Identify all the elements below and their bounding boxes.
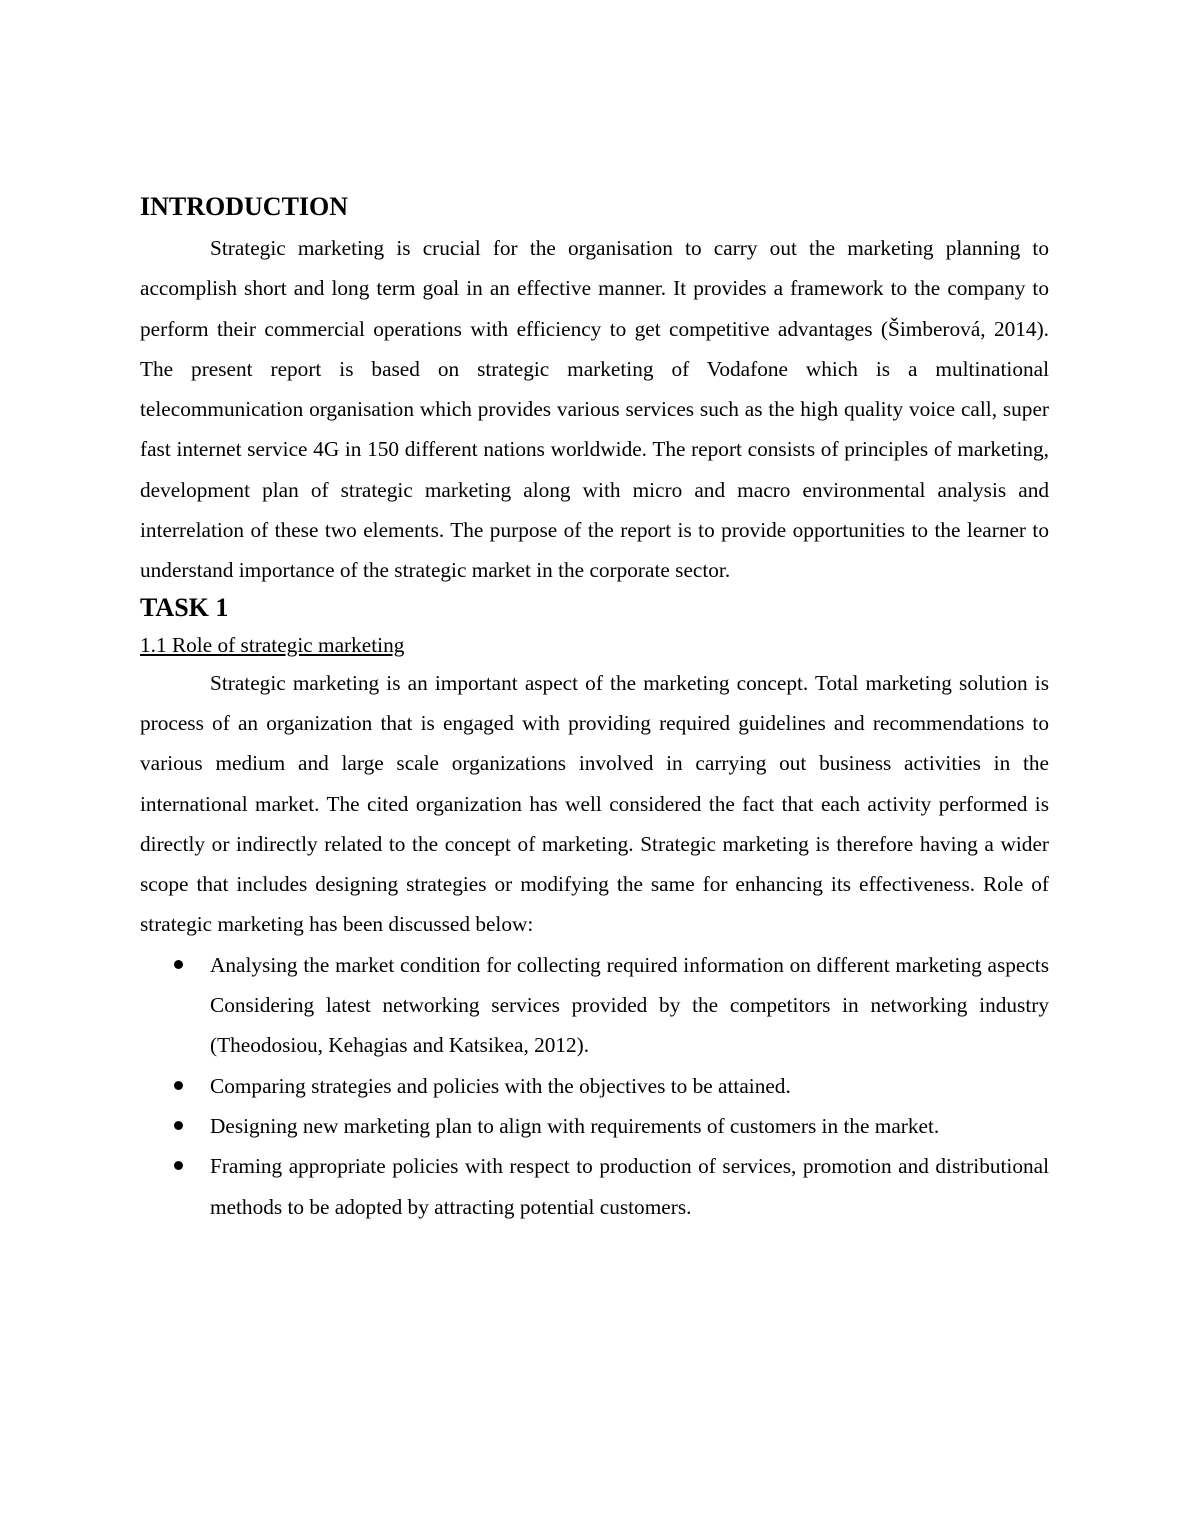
bullet-icon <box>174 1081 183 1090</box>
bullet-text: Framing appropriate policies with respect to production of services, promotion and distributional methods to be adopted by attracting potential customers. <box>210 1154 1049 1219</box>
introduction-paragraph: Strategic marketing is crucial for the organisation to carry out the marketing planning to accomplish short and long term goal in an effective manner. It provides a framework to the company to perform their commercial operations with efficiency to get competitive advantages (Šimberová, 2014). The present report is based on strategic marketing of Vodafone which is a multinational telecommunication organisation which provides various services such as the high quality voice call, super fast internet service 4G in 150 different nations worldwide. The report consists of principles of marketing, development plan of strategic marketing along with micro and macro environmental analysis and interrelation of these two elements. The purpose of the report is to provide opportunities to the learner to understand importance of the strategic market in the corporate sector. <box>140 236 1049 583</box>
task1-heading: TASK 1 <box>140 592 229 622</box>
bullet-icon <box>174 1161 183 1170</box>
introduction-heading: INTRODUCTION <box>140 192 349 221</box>
bullet-item <box>140 1066 1049 1106</box>
bullet-text: Designing new marketing plan to align with requirements of customers in the market. <box>210 1113 940 1138</box>
bullet-text: Comparing strategies and policies with the objectives to be attained. <box>210 1073 791 1098</box>
bullet-icon <box>174 960 183 969</box>
bullet-icon <box>174 1121 183 1130</box>
role-bullet-list <box>140 945 1049 1227</box>
bullet-text: Analysing the market condition for collecting required information on different marketing aspects Considering latest networking services provided by the competitors in networking industry (Theodosiou, Kehagias and Katsikea, 2012). <box>210 952 1049 1058</box>
bullet-item <box>140 1106 1049 1146</box>
bullet-item <box>140 1146 1049 1227</box>
document-page <box>140 190 1049 1227</box>
task1-paragraph: Strategic marketing is an important aspect of the marketing concept. Total marketing solution is process of an organization that is engaged with providing required guidelines and recommendations to various medium and large scale organizations involved in carrying out business activities in the international market. The cited organization has well considered the fact that each activity performed is directly or indirectly related to the concept of marketing. Strategic marketing is therefore having a wider scope that includes designing strategies or modifying the same for enhancing its effectiveness. Role of strategic marketing has been discussed below: <box>140 670 1049 937</box>
bullet-item <box>140 945 1049 1066</box>
task1-subheading: 1.1 Role of strategic marketing <box>140 632 405 657</box>
